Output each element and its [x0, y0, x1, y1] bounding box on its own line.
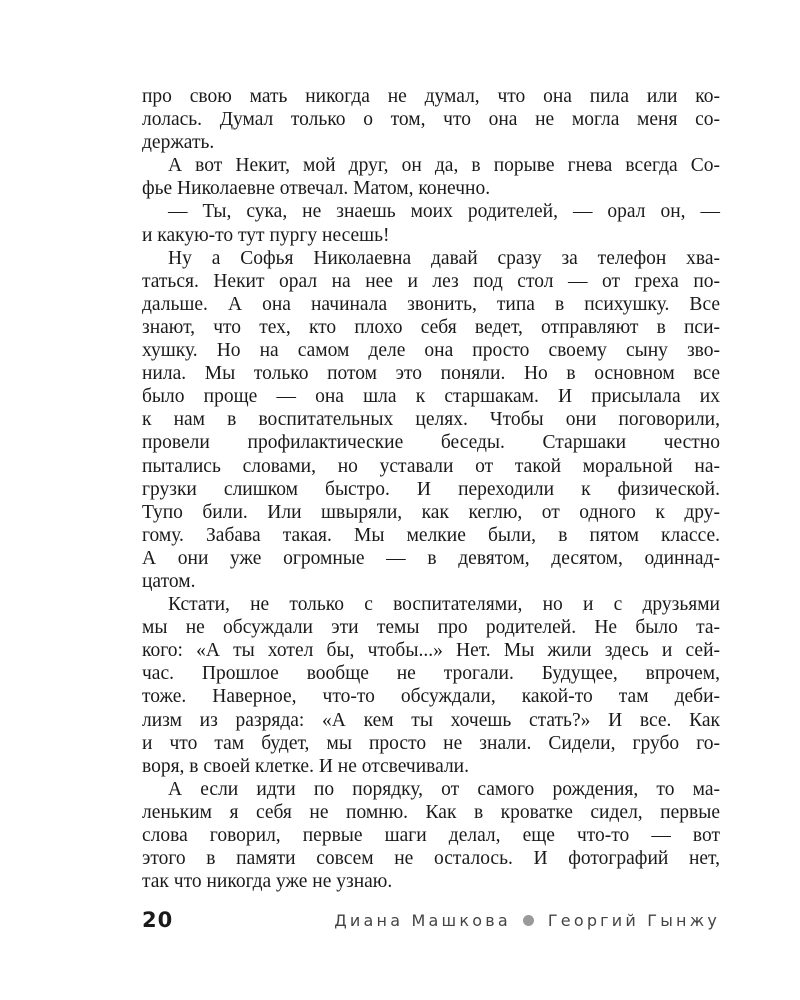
body-text — [142, 85, 720, 893]
text-line: Ну а Софья Николаевна давай сразу за телефон хва- — [168, 247, 720, 269]
page-footer — [142, 908, 720, 938]
text-line: этого в памяти совсем не осталось. И фотографий нет, — [142, 848, 720, 870]
text-line: знают, что тех, кто плохо себя ведет, отправляют в пси- — [142, 316, 720, 338]
text-line: так что никогда уже не узнаю. — [142, 871, 393, 893]
author-name: Георгий Гынжу — [547, 911, 720, 930]
text-line: — Ты, сука, не знаешь моих родителей, — орал он, — — [168, 201, 720, 223]
text-line: провели профилактические беседы. Старшаки честно — [142, 432, 720, 454]
author-name: Диана Машкова — [334, 911, 511, 930]
text-line: про свою мать никогда не думал, что она пила или ко- — [142, 86, 720, 107]
text-line: хушку. Но на самом деле она просто своему сыну зво- — [142, 340, 720, 362]
text-line: было проще — она шла к старшакам. И присылала их — [142, 386, 720, 408]
text-line: Тупо били. Или швыряли, как кеглю, от одного к дру- — [142, 501, 720, 523]
text-line: таться. Некит орал на нее и лез под стол — от греха по- — [142, 270, 720, 292]
text-line: тоже. Наверное, что-то обсуждали, какой-то там деби- — [142, 686, 720, 708]
text-line: пытались словами, но уставали от такой моральной на- — [142, 455, 720, 477]
text-line: цатом. — [142, 570, 196, 592]
text-line: нила. Мы только потом это поняли. Но в основном все — [142, 363, 720, 385]
page-number: 20 — [142, 908, 174, 932]
text-line: лизм из разряда: «А кем ты хочешь стать?» И все. Как — [142, 709, 720, 731]
text-line: гому. Забава такая. Мы мелкие были, в пятом классе. — [142, 524, 720, 546]
separator-dot-icon — [523, 915, 534, 926]
text-line: фье Николаевне отвечал. Матом, конечно. — [142, 178, 491, 200]
text-line: к нам в воспитательных целях. Чтобы они поговорили, — [142, 409, 720, 431]
text-line: А вот Некит, мой друг, он да, в порыве гнева всегда Со- — [168, 155, 720, 177]
text-line: и какую-то тут пургу несешь! — [142, 224, 390, 246]
text-line: лолась. Думал только о том, что она не могла меня со- — [142, 109, 720, 131]
text-line: воря, в своей клетке. И не отсвечивали. — [142, 755, 469, 777]
text-line: мы не обсуждали эти темы про родителей. Не было та- — [142, 617, 720, 639]
text-line: леньким я себя не помню. Как в кроватке сидел, первые — [142, 801, 720, 823]
text-line: дальше. А она начинала звонить, типа в психушку. Все — [142, 293, 720, 315]
text-line: грузки слишком быстро. И переходили к физической. — [142, 478, 720, 500]
text-line: держать. — [142, 132, 215, 154]
text-line: час. Прошлое вообще не трогали. Будущее, впрочем, — [142, 663, 720, 685]
running-head — [334, 911, 720, 930]
text-line: Кстати, не только с воспитателями, но и с друзьями — [168, 594, 720, 616]
text-line: кого: «А ты хотел бы, чтобы...» Нет. Мы жили здесь и сей- — [142, 640, 720, 662]
text-line: слова говорил, первые шаги делал, еще что-то — вот — [142, 825, 720, 846]
text-line: А они уже огромные — в девятом, десятом, одиннад- — [142, 547, 720, 569]
text-line: А если идти по порядку, от самого рождения, то ма- — [168, 778, 720, 800]
text-line: и что там будет, мы просто не знали. Сидели, грубо го- — [142, 732, 720, 754]
